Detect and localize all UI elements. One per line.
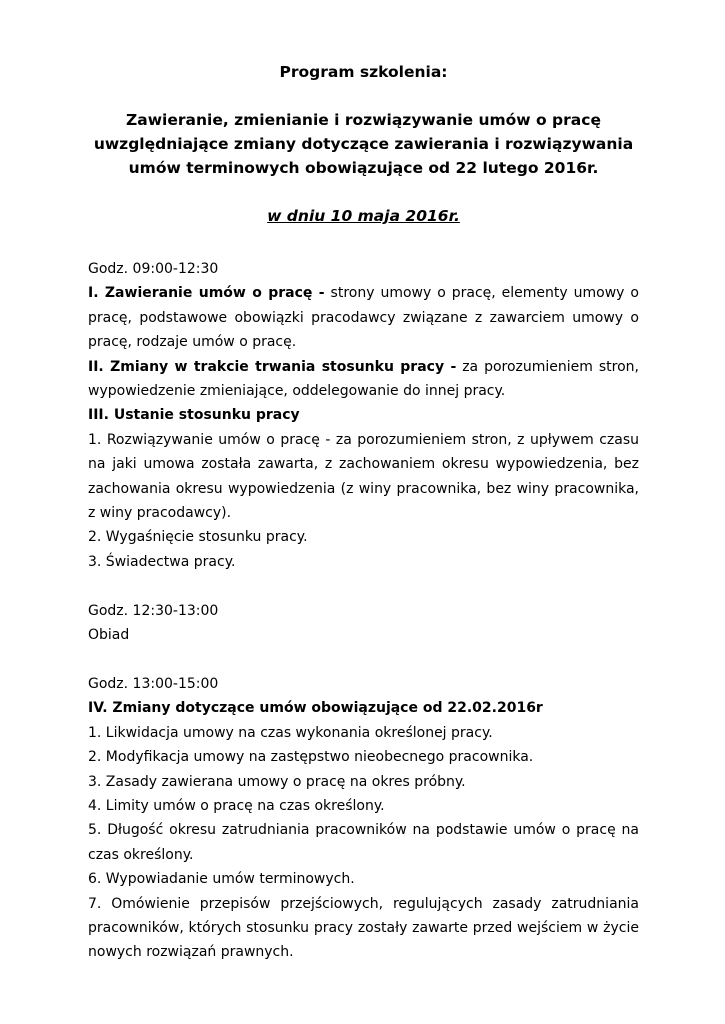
training-date: w dniu 10 maja 2016r. [267,207,460,225]
section-text: strony umowy o pracę, elementy umowy o pracę, podstawowe obowiązki pracodawcy związane z zawarciem umowy o pracę, rodzaje umów o pracę. [88,285,639,351]
section-title: IV. Zmiany dotyczące umów obowiązujące od 22.02.2016r [88,700,543,717]
lunch-label: Obiad [88,627,130,644]
training-subtitle [88,108,639,180]
program-title: Program szkolenia: [279,63,448,81]
spacer [88,647,639,671]
list-item: 7. Omówienie przepisów przejściowych, regulujących zasady zatrudniania pracowników, których stosunku pracy zostały zawarte przed wejściem w życie nowych rozwiązań prawnych. [88,895,639,961]
document-page [88,60,639,965]
section-title: I. Zawieranie umów o pracę - [88,285,325,302]
section-title: II. Zmiany w trakcie trwania stosunku pracy - [88,358,457,375]
session-time: Godz. 12:30-13:00 [88,602,219,619]
list-item: 1. Rozwiązywanie umów o pracę - za porozumieniem stron, z upływem czasu na jaki umowa została zawarta, z zachowaniem okresu wypowiedzenia, bez zachowania okresu wypowiedzenia (z winy pracownika, bez winy pracownika, z winy pracodawcy). [88,431,639,522]
spacer [88,574,639,598]
session-time: Godz. 09:00-12:30 [88,261,219,277]
subtitle-line: umów terminowych obowiązujące od 22 lutego 2016r. [128,159,599,177]
session-time: Godz. 13:00-15:00 [88,675,219,692]
subtitle-line: uwzględniające zmiany dotyczące zawierania i rozwiązywania [93,135,634,153]
list-item: 3. Zasady zawierana umowy o pracę na okres próbny. [88,773,466,790]
section-title: III. Ustanie stosunku pracy [88,407,300,424]
subtitle-line: Zawieranie, zmienianie i rozwiązywanie umów o pracę [126,111,601,129]
list-item: 5. Długość okresu zatrudniania pracowników na podstawie umów o pracę na czas określony. [88,822,639,863]
list-item: 1. Likwidacja umowy na czas wykonania określonej pracy. [88,724,493,741]
list-item: 3. Świadectwa pracy. [88,553,236,570]
list-item: 4. Limity umów o pracę na czas określony. [88,797,385,814]
section-text: za porozumieniem stron, wypowiedzenie zmieniające, oddelegowanie do innej pracy. [88,358,639,400]
list-item: 2. Wygaśnięcie stosunku pracy. [88,529,308,546]
section-paragraph [88,355,639,404]
list-item: 6. Wypowiadanie umów terminowych. [88,871,355,888]
section-paragraph [88,281,639,354]
list-item: 2. Modyfikacja umowy na zastępstwo nieobecnego pracownika. [88,749,534,766]
